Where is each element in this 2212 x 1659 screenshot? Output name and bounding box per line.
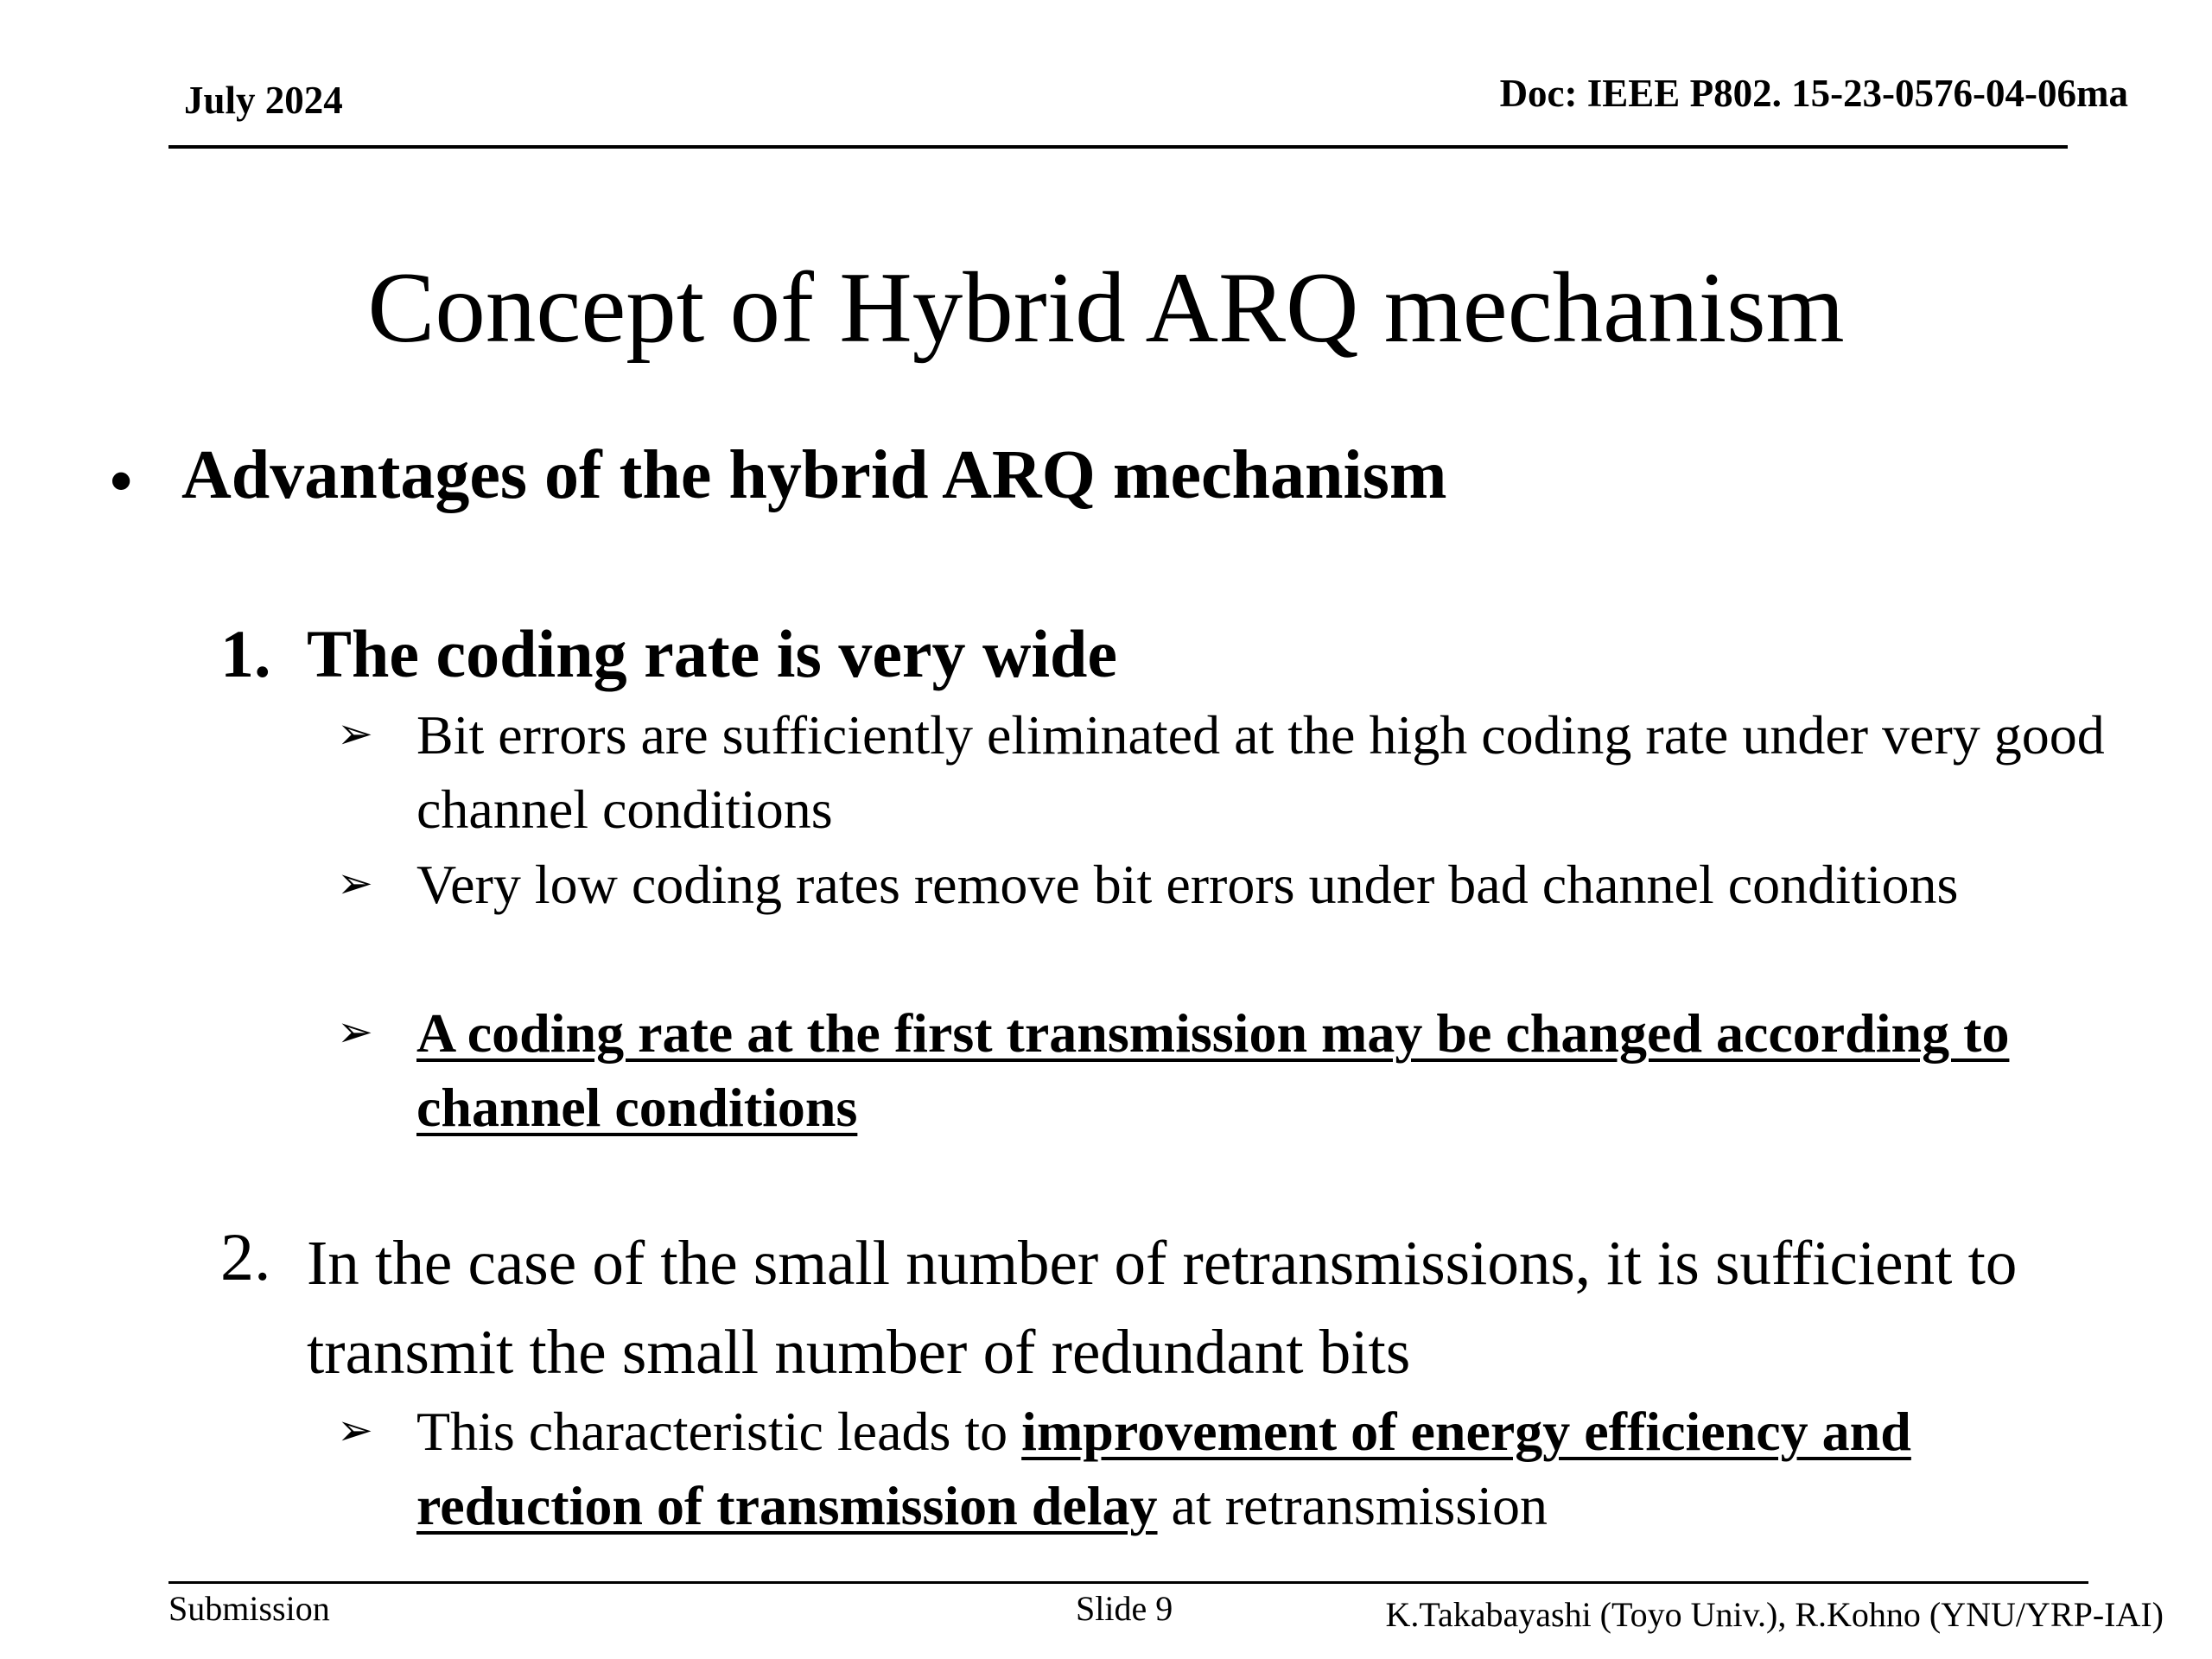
item-2-sub-1-emphasis: improvement of energy efficiency and reduction of transmission delay [416,1401,1911,1536]
item-2-heading: In the case of the small number of retransmissions, it is sufficient to transmit the small number of redundant bits [307,1228,2018,1387]
footer-divider [168,1581,2088,1584]
item-2-sub-1 [416,1395,2145,1543]
item-1-sub-1: Bit errors are sufficiently eliminated at the high coding rate under very good channel conditions [416,704,2105,840]
item-2-sub-1-post: at retransmission [1157,1475,1548,1536]
slide-title: Concept of Hybrid ARQ mechanism [367,252,1845,364]
bullet-marker: • [110,446,133,518]
arrow-bullet-icon: ➢ [337,1007,373,1056]
item-1-sub-3 [416,996,2188,1145]
footer-submission: Submission [168,1589,330,1628]
arrow-bullet-icon: ➢ [337,859,373,907]
arrow-bullet-icon: ➢ [337,1406,373,1454]
item-1-heading: The coding rate is very wide [307,616,1118,691]
item-1-sub-3-text: A coding rate at the first transmission may be changed according to channel conditions [416,1002,2010,1138]
bullet-heading: Advantages of the hybrid ARQ mechanism [181,437,1447,513]
item-2-number: 2. [220,1219,271,1294]
item-1-sub-2: Very low coding rates remove bit errors under bad channel conditions [416,854,1959,915]
header-doc-id: Doc: IEEE P802. 15-23-0576-04-06ma [1499,72,2128,115]
item-2-sub-1-pre: This characteristic leads to [416,1401,1022,1462]
footer-slide-number: Slide 9 [1076,1589,1173,1628]
header-date: July 2024 [184,79,343,122]
item-1-number: 1. [220,616,271,691]
arrow-bullet-icon: ➢ [337,709,373,758]
header-divider [168,145,2068,149]
footer-authors: K.Takabayashi (Toyo Univ.), R.Kohno (YNU/YRP-IAI) [1385,1595,2164,1634]
